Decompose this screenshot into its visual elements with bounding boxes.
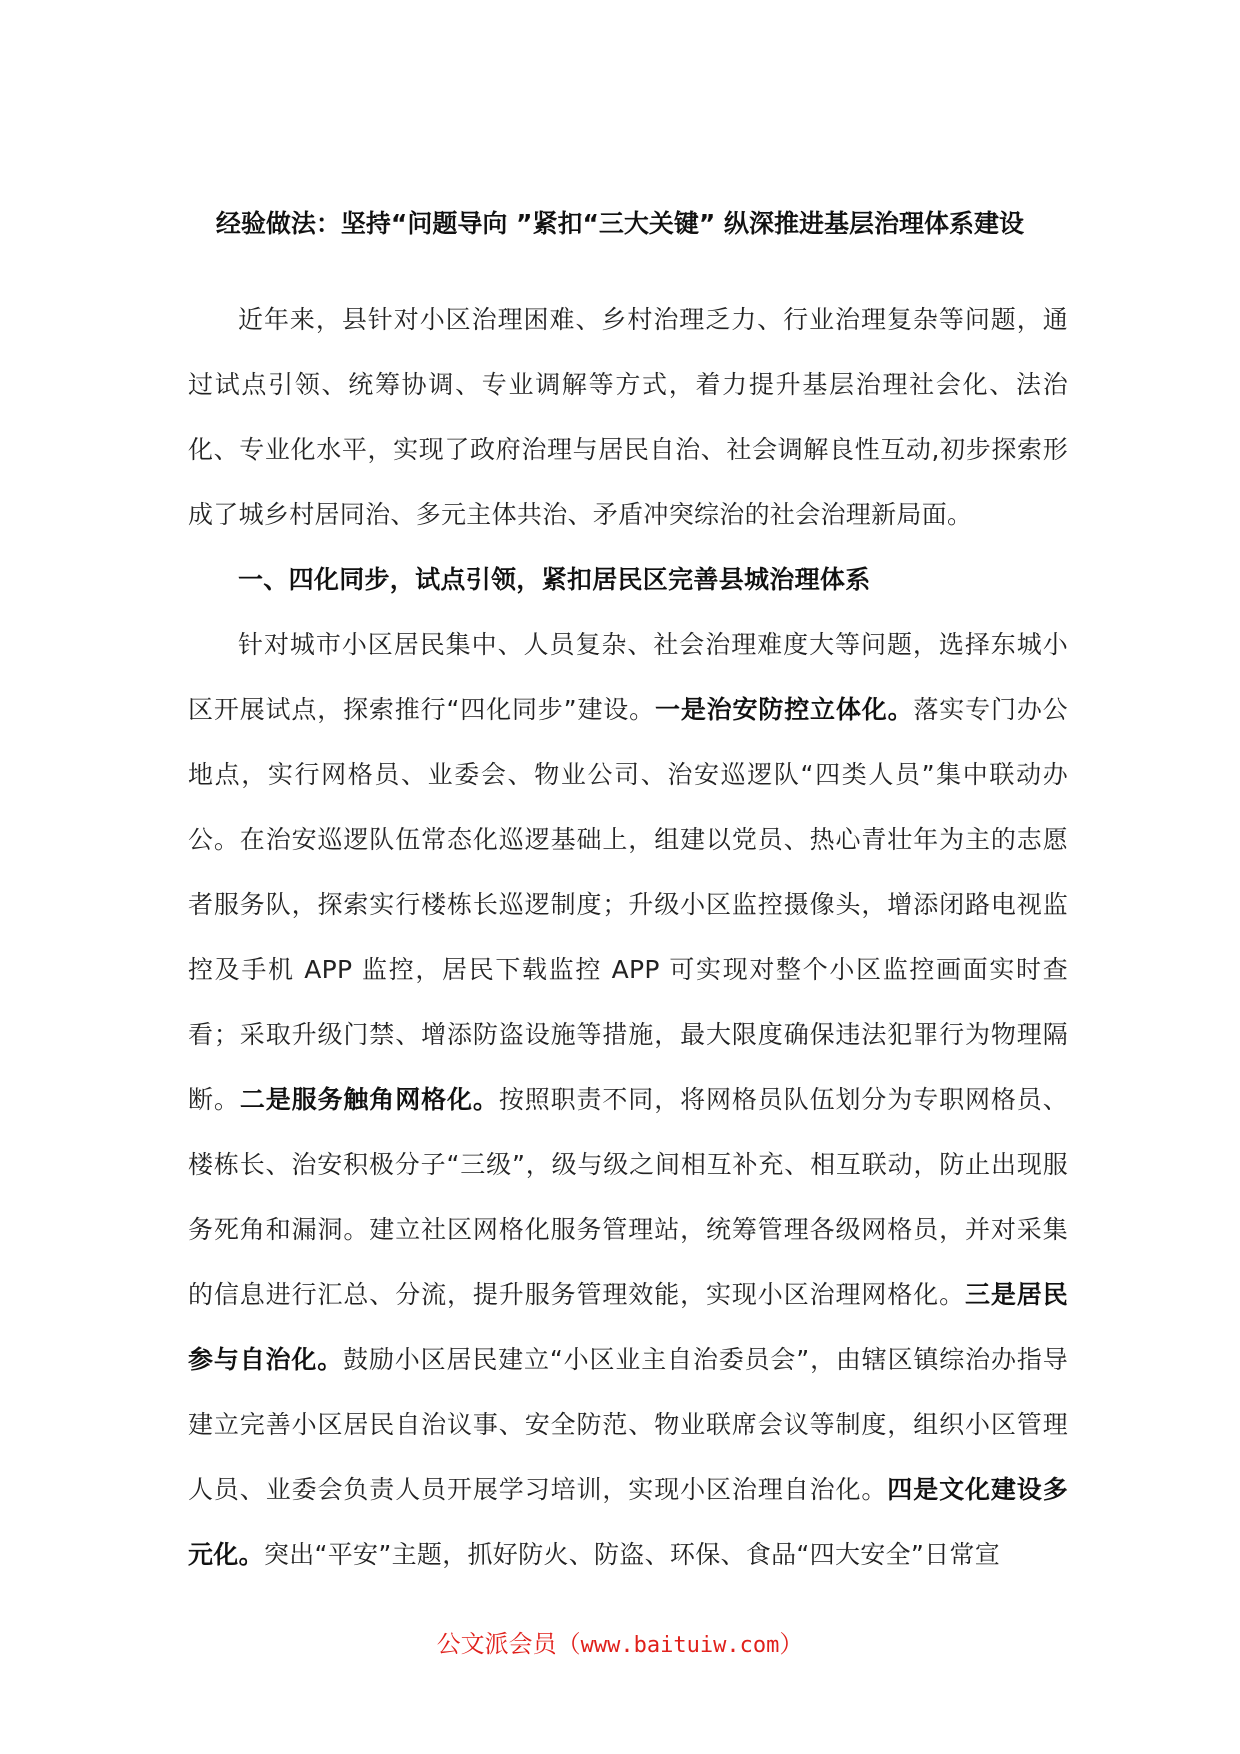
paragraph-text: 针对城市小区居民集中、人员复杂、社会治理难度大等问题，选择东城小区开展试点，探索推行“四化同步”建设。 — [188, 630, 1068, 724]
paragraph-text: 鼓励小区居民建立“小区业主自治委员会”，由辖区镇综治办指导建立完善小区居民自治议事、安全防范、物业联席会议等制度，组织小区管理人员、业委会负责人员开展学习培训，实现小区治理自治化。 — [188, 1345, 1068, 1504]
section-heading: 一、四化同步，试点引领，紧扣居民区完善县城治理体系 — [238, 565, 871, 594]
document-body — [188, 287, 1068, 1587]
bold-lead-2: 二是服务触角网格化。 — [239, 1085, 499, 1114]
document-title: 经验做法：坚持“问题导向 ”紧扣“三大关键” 纵深推进基层治理体系建设 — [215, 209, 1025, 238]
footer-paren-close: ） — [779, 1630, 804, 1658]
paragraph-text: 突出“平安”主题，抓好防火、防盗、环保、食品“四大安全”日常宣 — [263, 1540, 1001, 1569]
footer-url: www.baituiw.com — [580, 1633, 780, 1658]
bold-lead-4: 四是文化建设多元化。 — [188, 1475, 1068, 1569]
footer-label: 公文派会员 — [436, 1630, 557, 1658]
bold-lead-1: 一是治安防控立体化。 — [654, 695, 914, 724]
section-paragraph — [188, 612, 1068, 1587]
footer-watermark — [0, 1624, 1240, 1666]
footer-paren-open: （ — [556, 1630, 581, 1658]
intro-paragraph: 近年来，县针对小区治理困难、乡村治理乏力、行业治理复杂等问题，通过试点引领、统筹协调、专业调解等方式，着力提升基层治理社会化、法治化、专业化水平，实现了政府治理与居民自治、社会调解良性互动,初步探索形成了城乡村居同治、多元主体共治、矛盾冲突综治的社会治理新局面。 — [188, 305, 1068, 529]
paragraph-text: 落实专门办公地点，实行网格员、业委会、物业公司、治安巡逻队“四类人员”集中联动办公。在治安巡逻队伍常态化巡逻基础上，组建以党员、热心青壮年为主的志愿者服务队，探索实行楼栋长巡逻制度；升级小区监控摄像头，增添闭路电视监控及手机 APP 监控，居民下载监控 APP 可实现对整个小区监控画面实时查看；采取升级门禁、增添防盗设施等措施，最大限度确保违法犯罪行为物理隔断。 — [188, 695, 1068, 1114]
paragraph-text: 按照职责不同，将网格员队伍划分为专职网格员、楼栋长、治安积极分子“三级”，级与级之间相互补充、相互联动，防止出现服务死角和漏洞。建立社区网格化服务管理站，统筹管理各级网格员，并对采集的信息进行汇总、分流，提升服务管理效能，实现小区治理网格化。 — [188, 1085, 1068, 1309]
bold-lead-3: 三是居民参与自治化。 — [188, 1280, 1068, 1374]
